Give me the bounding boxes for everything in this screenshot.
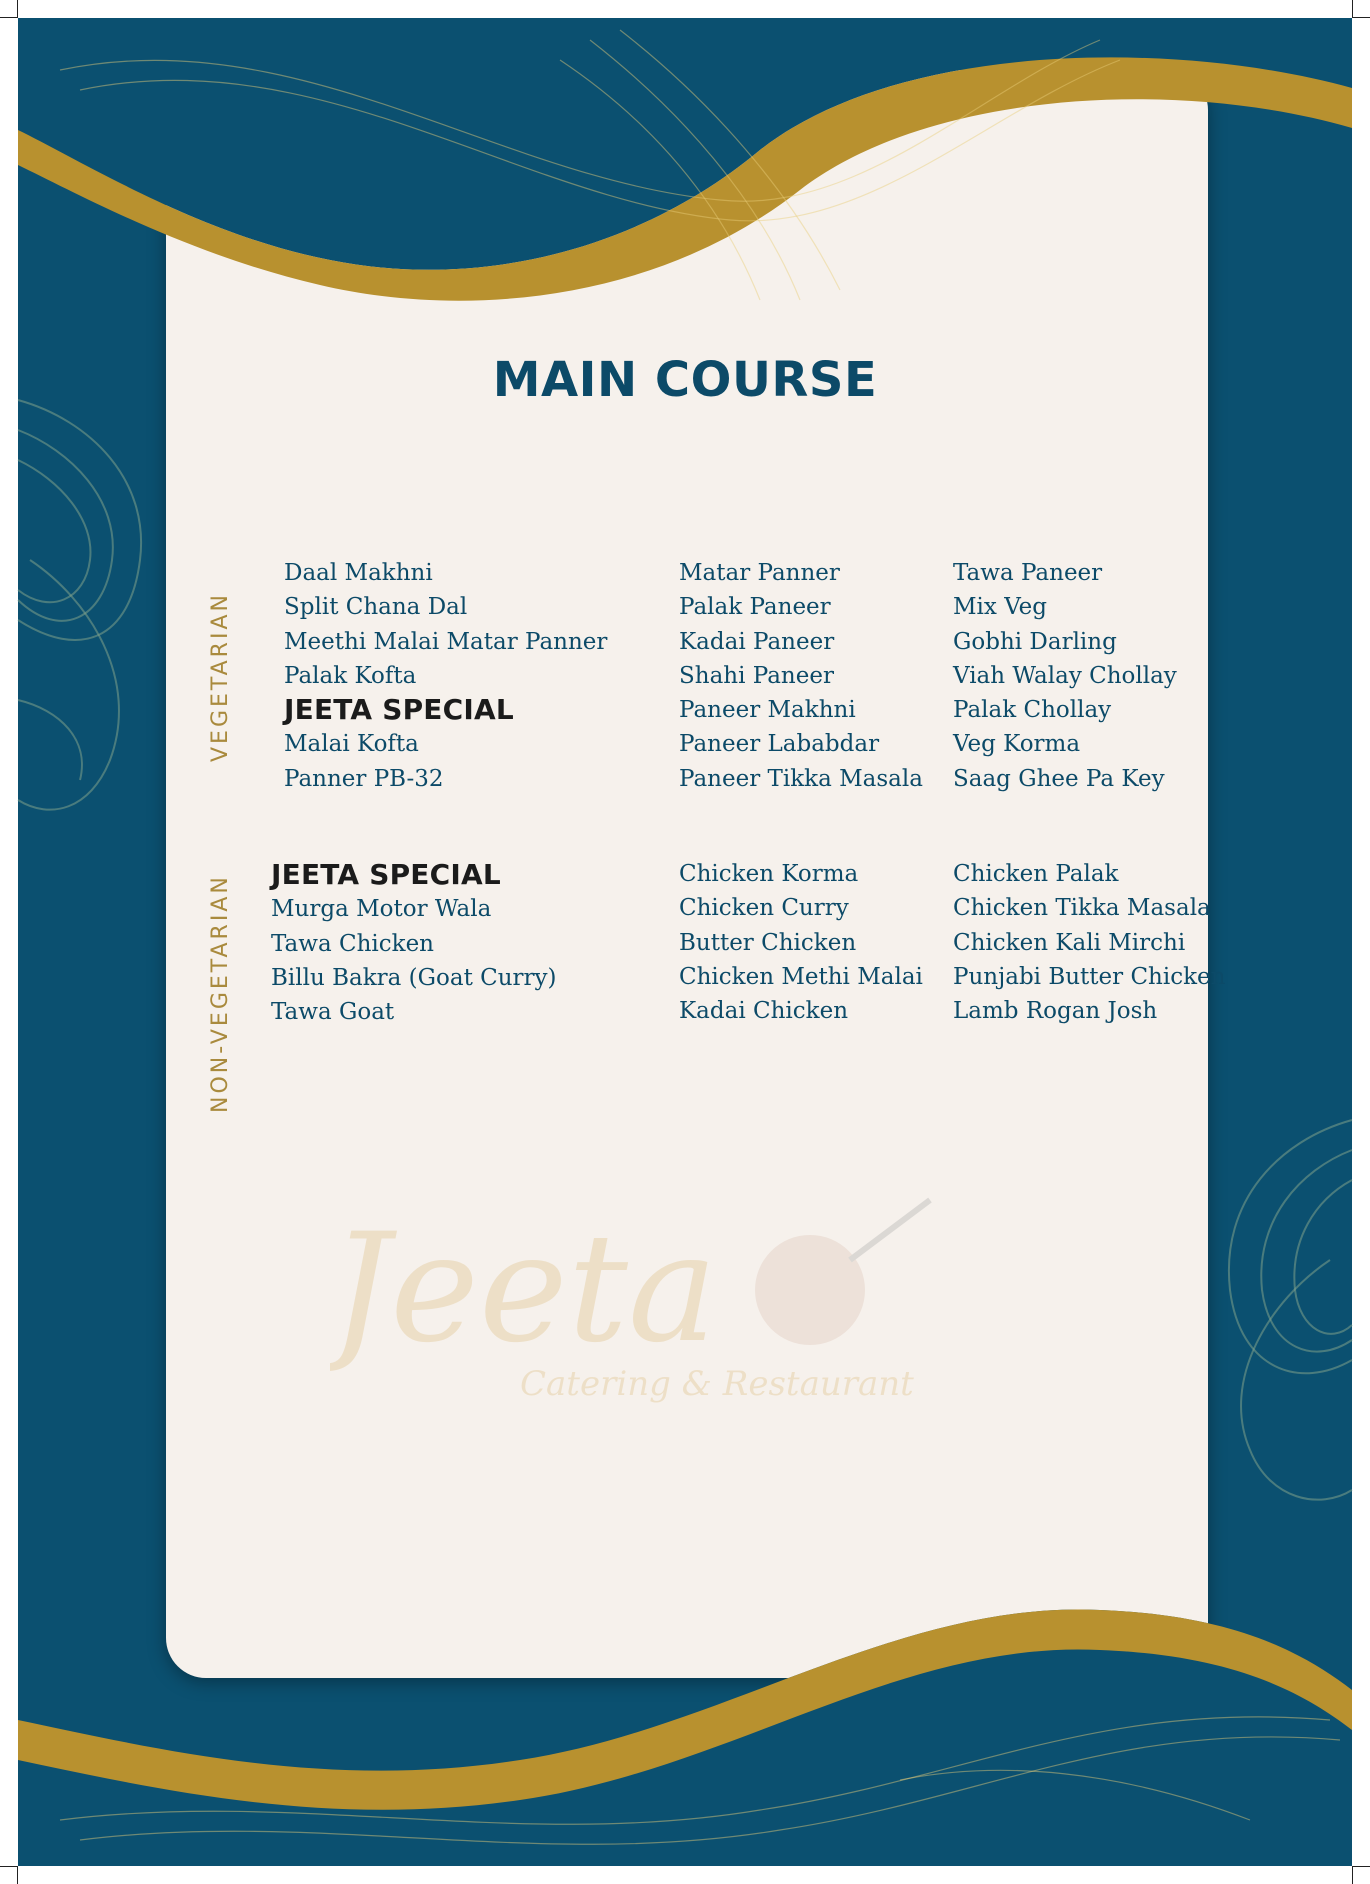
menu-item: Mix Veg [953, 594, 1048, 621]
watermark-tagline: Catering & Restaurant [520, 1364, 914, 1404]
vegetarian-column-1 [284, 556, 607, 796]
menu-item: Palak Kofta [284, 662, 417, 689]
vegetarian-column-3 [953, 556, 1177, 796]
menu-item: Paneer Tikka Masala [679, 765, 923, 792]
menu-item: Palak Paneer [679, 594, 831, 621]
menu-item: Paneer Makhni [679, 697, 856, 724]
menu-item: Tawa Chicken [271, 930, 434, 957]
menu-item: Kadai Paneer [679, 628, 835, 655]
menu-item: Chicken Kali Mirchi [953, 929, 1186, 956]
special-item-heading: JEETA SPECIAL [271, 858, 501, 891]
crop-mark-bottom-left [0, 1866, 18, 1867]
menu-item: Matar Panner [679, 560, 840, 586]
menu-item: Butter Chicken [679, 929, 857, 956]
vegetarian-column-2 [679, 556, 923, 796]
menu-item: Billu Bakra (Goat Curry) [271, 964, 557, 991]
menu-item: Viah Walay Chollay [953, 662, 1177, 689]
menu-item: Saag Ghee Pa Key [953, 765, 1165, 792]
brand-watermark-logo [330, 1180, 1030, 1460]
crop-mark-top-right-v [1352, 0, 1353, 18]
crop-mark-bottom-right [1352, 1866, 1370, 1867]
menu-item: Veg Korma [953, 731, 1081, 758]
special-item-heading: JEETA SPECIAL [284, 693, 514, 727]
menu-item: Murga Motor Wala [271, 896, 492, 923]
non-vegetarian-column-3 [953, 857, 1225, 1028]
menu-item: Malai Kofta [284, 731, 419, 758]
watermark-brand: Jeeta [330, 1202, 718, 1376]
crop-mark-bottom-right-v [1352, 1866, 1353, 1884]
menu-item: Daal Makhni [284, 560, 433, 586]
menu-item: Chicken Tikka Masala [953, 895, 1211, 922]
menu-item: Tawa Goat [271, 999, 395, 1026]
menu-item: Shahi Paneer [679, 662, 834, 689]
page-title: MAIN COURSE [492, 352, 878, 408]
crop-mark-top-left-v [17, 0, 18, 18]
menu-item: Lamb Rogan Josh [953, 998, 1158, 1025]
non-vegetarian-section-label: NON-VEGETARIAN [208, 874, 233, 1113]
crop-mark-top-left [0, 17, 18, 18]
menu-item: Kadai Chicken [679, 998, 849, 1025]
menu-item: Punjabi Butter Chicken [953, 963, 1226, 990]
menu-item: Chicken Palak [953, 861, 1119, 887]
menu-item: Tawa Paneer [953, 560, 1103, 586]
menu-item: Chicken Curry [679, 895, 849, 922]
vegetarian-section-label: VEGETARIAN [208, 592, 233, 762]
menu-item: Split Chana Dal [284, 594, 468, 621]
menu-item: Gobhi Darling [953, 628, 1117, 655]
menu-item: Palak Chollay [953, 697, 1112, 724]
crop-mark-top-right [1352, 17, 1370, 18]
crop-mark-bottom-left-v [17, 1866, 18, 1884]
non-vegetarian-column-1 [271, 858, 557, 1029]
menu-item: Chicken Methi Malai [679, 963, 923, 990]
menu-item: Chicken Korma [679, 861, 859, 887]
menu-item: Meethi Malai Matar Panner [284, 628, 608, 655]
non-vegetarian-column-2 [679, 857, 923, 1028]
menu-item: Panner PB-32 [284, 765, 444, 792]
menu-item: Paneer Lababdar [679, 731, 880, 758]
